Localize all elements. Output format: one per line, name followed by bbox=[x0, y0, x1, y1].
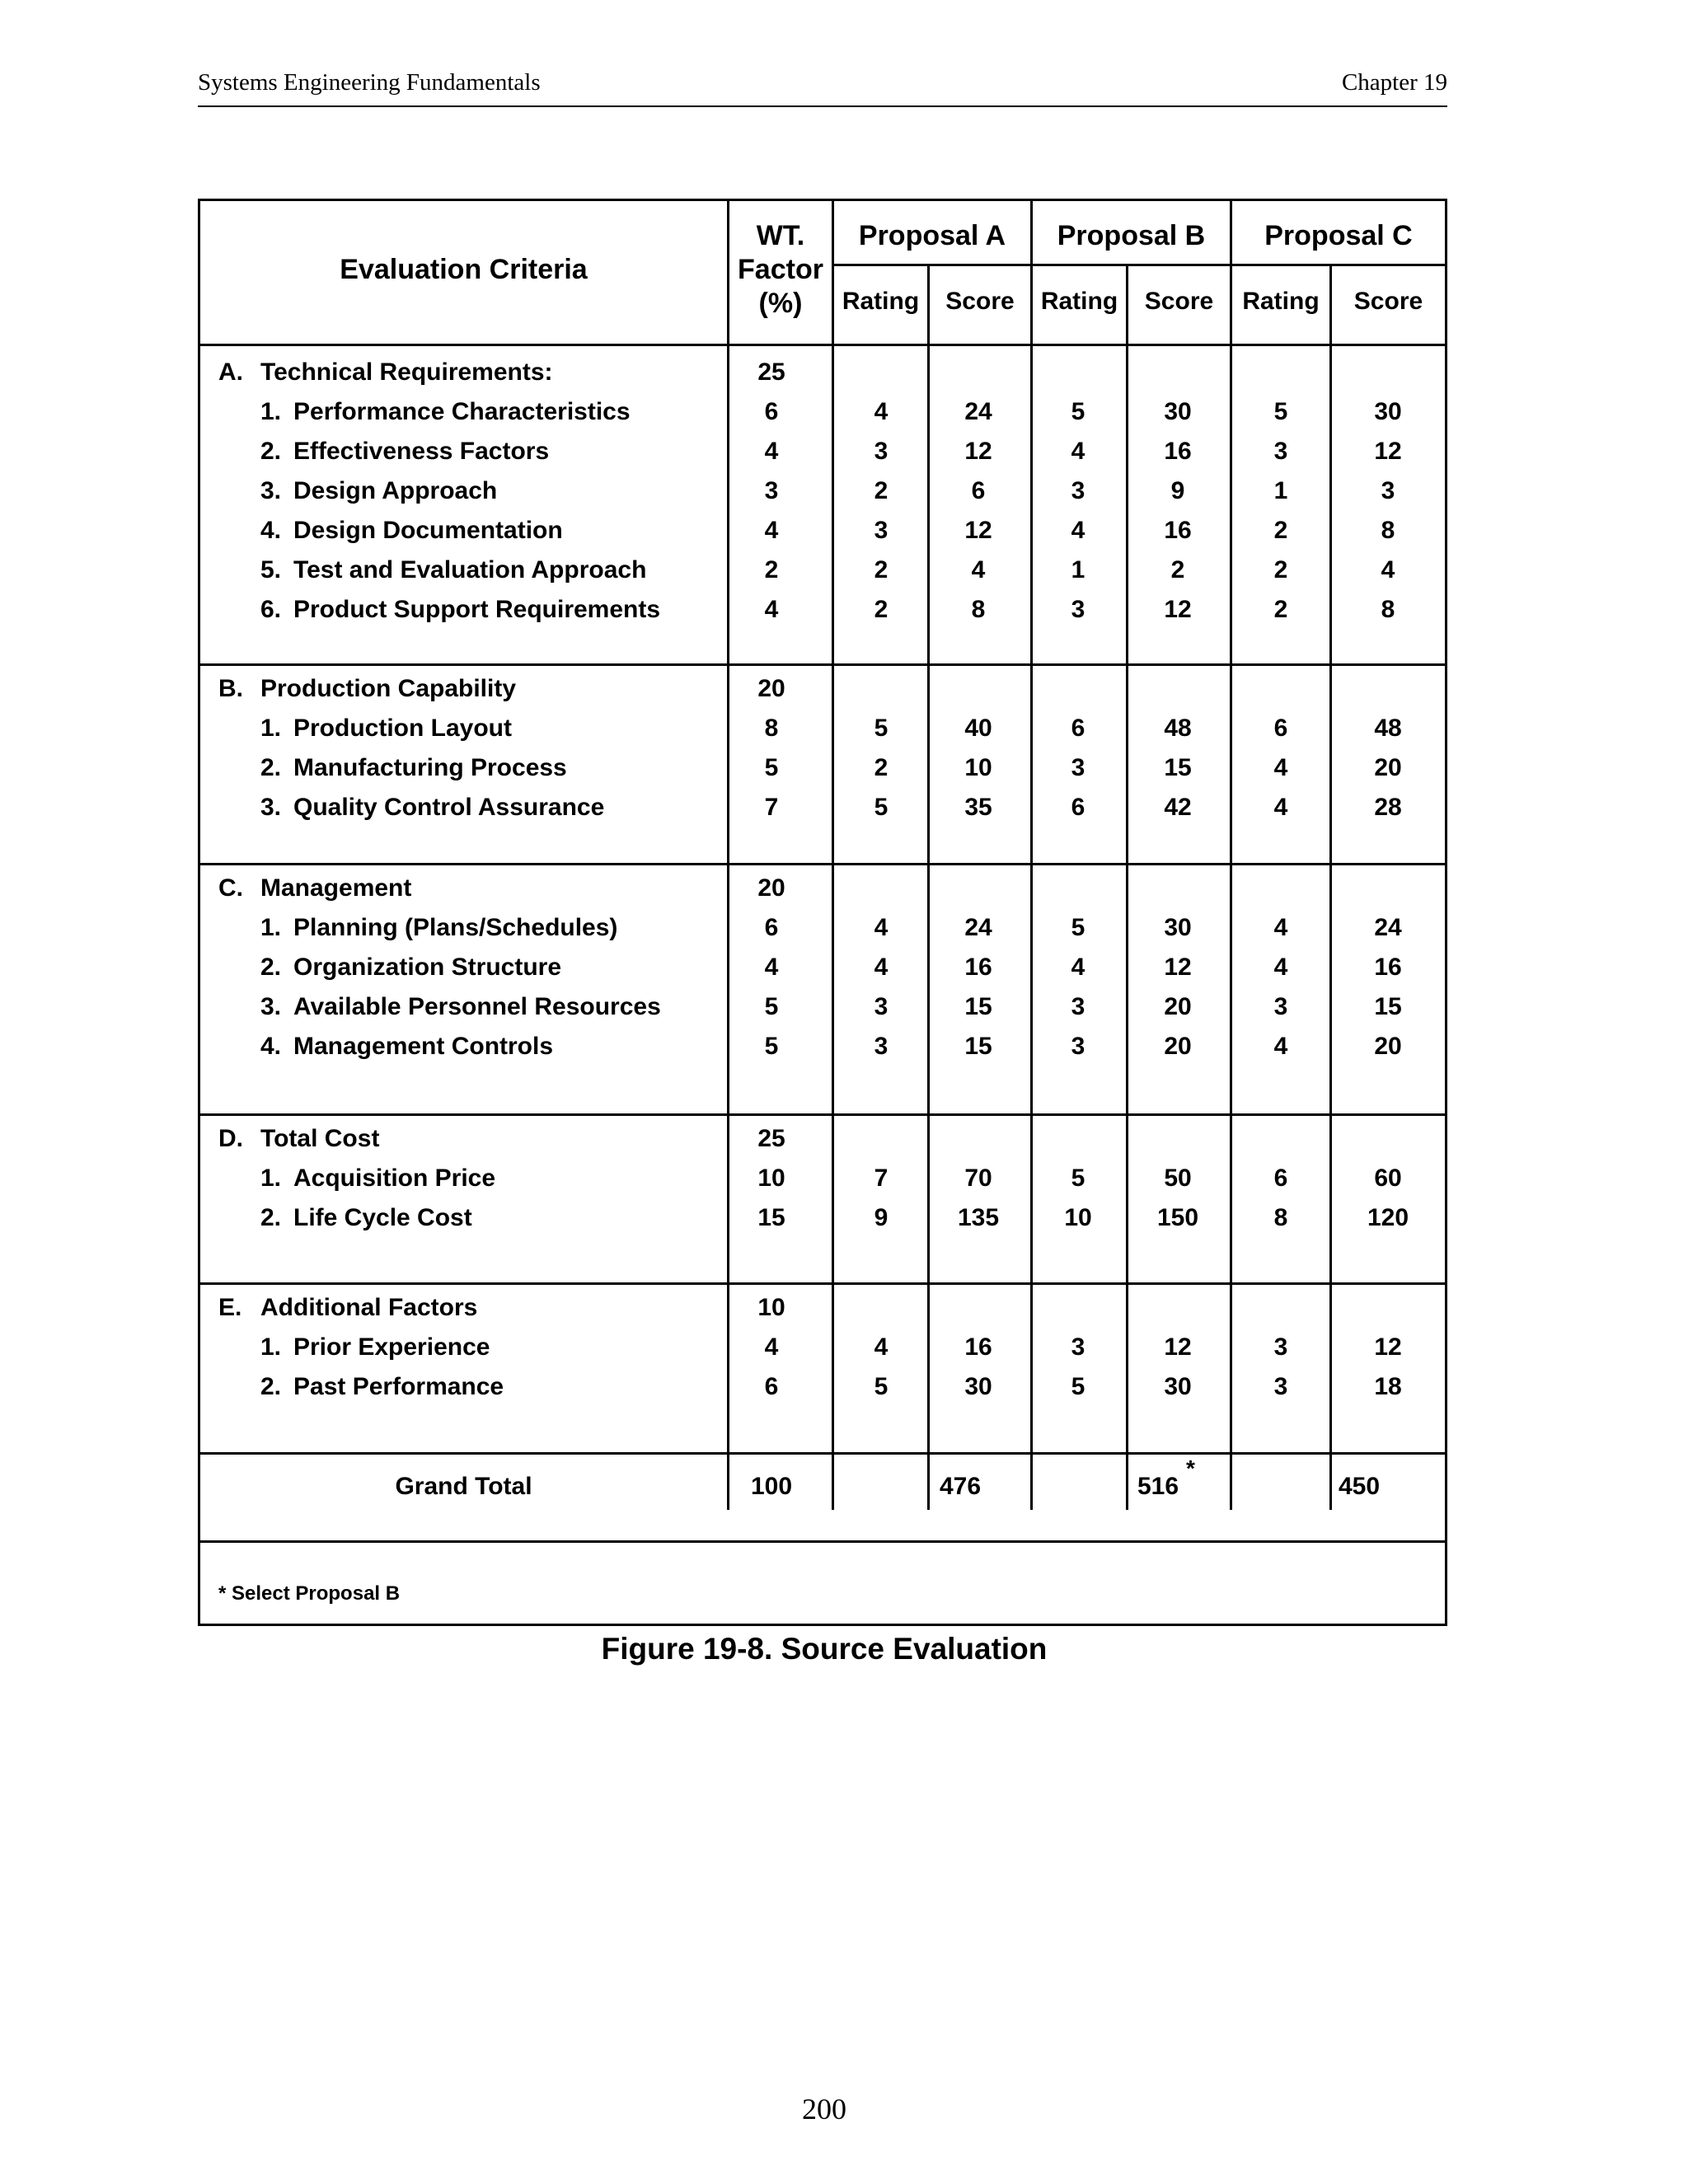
criterion-number: 2. bbox=[260, 1204, 282, 1231]
score-a: 15 bbox=[964, 993, 992, 1020]
criterion-number: 2. bbox=[260, 754, 282, 781]
rating-c: 5 bbox=[1273, 398, 1288, 425]
section-title: Technical Requirements: bbox=[260, 359, 553, 386]
score-a: 135 bbox=[957, 1204, 1000, 1231]
criterion-weight: 8 bbox=[764, 715, 779, 742]
criterion-weight: 7 bbox=[764, 794, 779, 821]
section-rule bbox=[200, 663, 1445, 666]
rating-a: 3 bbox=[874, 993, 889, 1020]
column-divider bbox=[1329, 264, 1332, 1510]
criterion-number: 3. bbox=[260, 993, 282, 1020]
rating-c: 2 bbox=[1273, 556, 1288, 583]
column-divider bbox=[927, 264, 930, 1510]
criterion-label: Acquisition Price bbox=[293, 1165, 496, 1192]
rating-b: 3 bbox=[1071, 1333, 1085, 1361]
rating-a: 7 bbox=[874, 1165, 889, 1192]
criterion-number: 2. bbox=[260, 438, 282, 465]
score-c: 8 bbox=[1381, 596, 1395, 623]
header-factor: Factor bbox=[738, 254, 823, 285]
rating-b: 4 bbox=[1071, 517, 1085, 544]
rating-c: 3 bbox=[1273, 1373, 1288, 1400]
rating-b: 3 bbox=[1071, 993, 1085, 1020]
score-c: 48 bbox=[1374, 715, 1402, 742]
section-weight: 10 bbox=[757, 1294, 785, 1321]
footnote-rule bbox=[200, 1540, 1445, 1543]
criterion-number: 2. bbox=[260, 1373, 282, 1400]
criterion-number: 1. bbox=[260, 715, 282, 742]
criterion-label: Effectiveness Factors bbox=[293, 438, 550, 465]
criterion-label: Life Cycle Cost bbox=[293, 1204, 472, 1231]
rating-b: 4 bbox=[1071, 954, 1085, 981]
score-a: 40 bbox=[964, 715, 992, 742]
header-score-c: Score bbox=[1353, 288, 1423, 315]
criterion-weight: 4 bbox=[764, 954, 779, 981]
footnote: * Select Proposal B bbox=[218, 1582, 401, 1605]
header-score-a: Score bbox=[945, 288, 1015, 315]
score-b: 20 bbox=[1164, 993, 1192, 1020]
rating-a: 9 bbox=[874, 1204, 889, 1231]
criterion-weight: 5 bbox=[764, 754, 779, 781]
score-c: 18 bbox=[1374, 1373, 1402, 1400]
rating-a: 4 bbox=[874, 914, 889, 941]
rating-c: 4 bbox=[1273, 1033, 1288, 1060]
header-proposal-c: Proposal C bbox=[1264, 220, 1413, 251]
score-a: 24 bbox=[964, 398, 992, 425]
rating-b: 3 bbox=[1071, 754, 1085, 781]
section-rule bbox=[200, 863, 1445, 865]
criterion-label: Quality Control Assurance bbox=[293, 794, 605, 821]
header-rating-c: Rating bbox=[1242, 288, 1320, 315]
score-a: 16 bbox=[964, 1333, 992, 1361]
rating-c: 2 bbox=[1273, 517, 1288, 544]
header-rating-b: Rating bbox=[1040, 288, 1118, 315]
score-a: 70 bbox=[964, 1165, 992, 1192]
score-c: 60 bbox=[1374, 1165, 1402, 1192]
rating-b: 6 bbox=[1071, 794, 1085, 821]
score-a: 15 bbox=[964, 1033, 992, 1060]
section-title: Management bbox=[260, 874, 412, 902]
section-rule bbox=[200, 1113, 1445, 1116]
criterion-weight: 5 bbox=[764, 993, 779, 1020]
rating-c: 4 bbox=[1273, 754, 1288, 781]
grand-total-score-c: 450 bbox=[1339, 1473, 1381, 1500]
rating-a: 4 bbox=[874, 1333, 889, 1361]
score-a: 35 bbox=[964, 794, 992, 821]
rating-a: 5 bbox=[874, 1373, 889, 1400]
score-c: 16 bbox=[1374, 954, 1402, 981]
header-rating-a: Rating bbox=[842, 288, 920, 315]
header-score-b: Score bbox=[1144, 288, 1214, 315]
selection-marker: * bbox=[1186, 1455, 1195, 1481]
criterion-label: Past Performance bbox=[293, 1373, 504, 1400]
score-c: 12 bbox=[1374, 1333, 1402, 1361]
header-rule bbox=[200, 344, 1445, 346]
criterion-weight: 15 bbox=[757, 1204, 785, 1231]
score-c: 4 bbox=[1381, 556, 1395, 583]
criterion-label: Planning (Plans/Schedules) bbox=[293, 914, 618, 941]
source-evaluation-table bbox=[198, 199, 1447, 1626]
rating-c: 6 bbox=[1273, 715, 1288, 742]
score-b: 150 bbox=[1156, 1204, 1199, 1231]
rating-b: 5 bbox=[1071, 1165, 1085, 1192]
grand-total-weight: 100 bbox=[750, 1473, 793, 1500]
header-evaluation-criteria: Evaluation Criteria bbox=[340, 254, 588, 285]
score-c: 20 bbox=[1374, 1033, 1402, 1060]
rating-a: 4 bbox=[874, 398, 889, 425]
criterion-label: Manufacturing Process bbox=[293, 754, 567, 781]
rating-c: 6 bbox=[1273, 1165, 1288, 1192]
section-letter: E. bbox=[218, 1294, 242, 1321]
criterion-number: 5. bbox=[260, 556, 282, 583]
rating-c: 3 bbox=[1273, 1333, 1288, 1361]
criterion-weight: 4 bbox=[764, 438, 779, 465]
criterion-number: 3. bbox=[260, 477, 282, 504]
criterion-weight: 6 bbox=[764, 914, 779, 941]
score-b: 30 bbox=[1164, 914, 1192, 941]
score-b: 12 bbox=[1164, 954, 1192, 981]
rating-c: 4 bbox=[1273, 914, 1288, 941]
section-rule bbox=[200, 1282, 1445, 1285]
rating-b: 4 bbox=[1071, 438, 1085, 465]
grand-total-score-a: 476 bbox=[940, 1473, 982, 1500]
criterion-weight: 5 bbox=[764, 1033, 779, 1060]
score-b: 30 bbox=[1164, 1373, 1192, 1400]
criterion-number: 6. bbox=[260, 596, 282, 623]
criterion-number: 3. bbox=[260, 794, 282, 821]
criterion-number: 4. bbox=[260, 517, 282, 544]
score-a: 4 bbox=[971, 556, 986, 583]
column-divider bbox=[727, 201, 729, 1510]
figure-caption: Figure 19-8. Source Evaluation bbox=[601, 1632, 1048, 1666]
score-a: 12 bbox=[964, 438, 992, 465]
score-c: 30 bbox=[1374, 398, 1402, 425]
score-b: 42 bbox=[1164, 794, 1192, 821]
score-c: 120 bbox=[1367, 1204, 1409, 1231]
section-letter: C. bbox=[218, 874, 243, 902]
column-divider bbox=[1230, 201, 1232, 1510]
running-header-title: Systems Engineering Fundamentals bbox=[198, 69, 541, 96]
rating-a: 2 bbox=[874, 556, 889, 583]
rating-b: 3 bbox=[1071, 1033, 1085, 1060]
criterion-label: Design Documentation bbox=[293, 517, 563, 544]
rating-a: 2 bbox=[874, 596, 889, 623]
score-b: 20 bbox=[1164, 1033, 1192, 1060]
score-a: 30 bbox=[964, 1373, 992, 1400]
score-b: 12 bbox=[1164, 1333, 1192, 1361]
score-c: 3 bbox=[1381, 477, 1395, 504]
rating-a: 4 bbox=[874, 954, 889, 981]
section-letter: A. bbox=[218, 359, 243, 386]
score-b: 48 bbox=[1164, 715, 1192, 742]
rating-c: 3 bbox=[1273, 993, 1288, 1020]
score-b: 16 bbox=[1164, 438, 1192, 465]
rating-a: 3 bbox=[874, 517, 889, 544]
page-number: 200 bbox=[802, 2093, 846, 2125]
score-b: 30 bbox=[1164, 398, 1192, 425]
score-b: 50 bbox=[1164, 1165, 1192, 1192]
rating-c: 4 bbox=[1273, 794, 1288, 821]
rating-b: 3 bbox=[1071, 477, 1085, 504]
rating-a: 5 bbox=[874, 794, 889, 821]
header-percent: (%) bbox=[758, 288, 803, 319]
column-divider bbox=[1126, 264, 1128, 1510]
criterion-weight: 4 bbox=[764, 1333, 779, 1361]
score-a: 8 bbox=[971, 596, 986, 623]
section-title: Total Cost bbox=[260, 1125, 380, 1152]
score-a: 12 bbox=[964, 517, 992, 544]
section-title: Additional Factors bbox=[260, 1294, 478, 1321]
score-b: 9 bbox=[1170, 477, 1185, 504]
criterion-label: Available Personnel Resources bbox=[293, 993, 661, 1020]
rating-c: 4 bbox=[1273, 954, 1288, 981]
header-wt: WT. bbox=[756, 220, 805, 251]
score-b: 16 bbox=[1164, 517, 1192, 544]
criterion-weight: 6 bbox=[764, 398, 779, 425]
rating-c: 1 bbox=[1273, 477, 1288, 504]
score-a: 6 bbox=[971, 477, 986, 504]
criterion-label: Management Controls bbox=[293, 1033, 554, 1060]
rating-a: 2 bbox=[874, 477, 889, 504]
criterion-weight: 4 bbox=[764, 517, 779, 544]
rating-b: 6 bbox=[1071, 715, 1085, 742]
rating-b: 10 bbox=[1064, 1204, 1092, 1231]
score-a: 10 bbox=[964, 754, 992, 781]
score-c: 24 bbox=[1374, 914, 1402, 941]
running-header-chapter: Chapter 19 bbox=[1341, 69, 1447, 96]
criterion-label: Prior Experience bbox=[293, 1333, 490, 1361]
score-a: 24 bbox=[964, 914, 992, 941]
score-a: 16 bbox=[964, 954, 992, 981]
criterion-number: 1. bbox=[260, 1333, 282, 1361]
section-weight: 25 bbox=[757, 359, 785, 386]
section-weight: 20 bbox=[757, 874, 785, 902]
criterion-label: Production Layout bbox=[293, 715, 512, 742]
score-c: 15 bbox=[1374, 993, 1402, 1020]
section-letter: B. bbox=[218, 675, 243, 702]
criterion-number: 2. bbox=[260, 954, 282, 981]
score-c: 20 bbox=[1374, 754, 1402, 781]
criterion-label: Design Approach bbox=[293, 477, 498, 504]
rating-b: 5 bbox=[1071, 1373, 1085, 1400]
criterion-label: Organization Structure bbox=[293, 954, 562, 981]
section-weight: 20 bbox=[757, 675, 785, 702]
score-c: 12 bbox=[1374, 438, 1402, 465]
score-c: 28 bbox=[1374, 794, 1402, 821]
rating-c: 2 bbox=[1273, 596, 1288, 623]
section-letter: D. bbox=[218, 1125, 243, 1152]
header-proposal-a: Proposal A bbox=[858, 220, 1006, 251]
rating-a: 3 bbox=[874, 1033, 889, 1060]
rating-a: 2 bbox=[874, 754, 889, 781]
column-divider bbox=[832, 201, 834, 1510]
grand-total-label: Grand Total bbox=[395, 1473, 532, 1500]
rating-b: 5 bbox=[1071, 398, 1085, 425]
header-proposal-b: Proposal B bbox=[1057, 220, 1206, 251]
criterion-number: 4. bbox=[260, 1033, 282, 1060]
criterion-number: 1. bbox=[260, 1165, 282, 1192]
score-c: 8 bbox=[1381, 517, 1395, 544]
column-divider bbox=[1030, 201, 1033, 1510]
criterion-label: Performance Characteristics bbox=[293, 398, 631, 425]
rating-a: 3 bbox=[874, 438, 889, 465]
subheader-rule bbox=[832, 264, 1447, 266]
criterion-weight: 10 bbox=[757, 1165, 785, 1192]
rating-b: 3 bbox=[1071, 596, 1085, 623]
rating-c: 8 bbox=[1273, 1204, 1288, 1231]
criterion-weight: 6 bbox=[764, 1373, 779, 1400]
rating-c: 3 bbox=[1273, 438, 1288, 465]
criterion-weight: 2 bbox=[764, 556, 779, 583]
section-title: Production Capability bbox=[260, 675, 517, 702]
score-b: 2 bbox=[1170, 556, 1185, 583]
rating-b: 1 bbox=[1071, 556, 1085, 583]
rating-a: 5 bbox=[874, 715, 889, 742]
criterion-label: Test and Evaluation Approach bbox=[293, 556, 647, 583]
rating-b: 5 bbox=[1071, 914, 1085, 941]
criterion-weight: 3 bbox=[764, 477, 779, 504]
criterion-number: 1. bbox=[260, 398, 282, 425]
grand-total-score-b: 516 bbox=[1137, 1473, 1179, 1500]
section-rule bbox=[200, 1452, 1445, 1455]
criterion-label: Product Support Requirements bbox=[293, 596, 661, 623]
section-weight: 25 bbox=[757, 1125, 785, 1152]
criterion-number: 1. bbox=[260, 914, 282, 941]
score-b: 15 bbox=[1164, 754, 1192, 781]
criterion-weight: 4 bbox=[764, 596, 779, 623]
score-b: 12 bbox=[1164, 596, 1192, 623]
running-header bbox=[198, 69, 1447, 107]
